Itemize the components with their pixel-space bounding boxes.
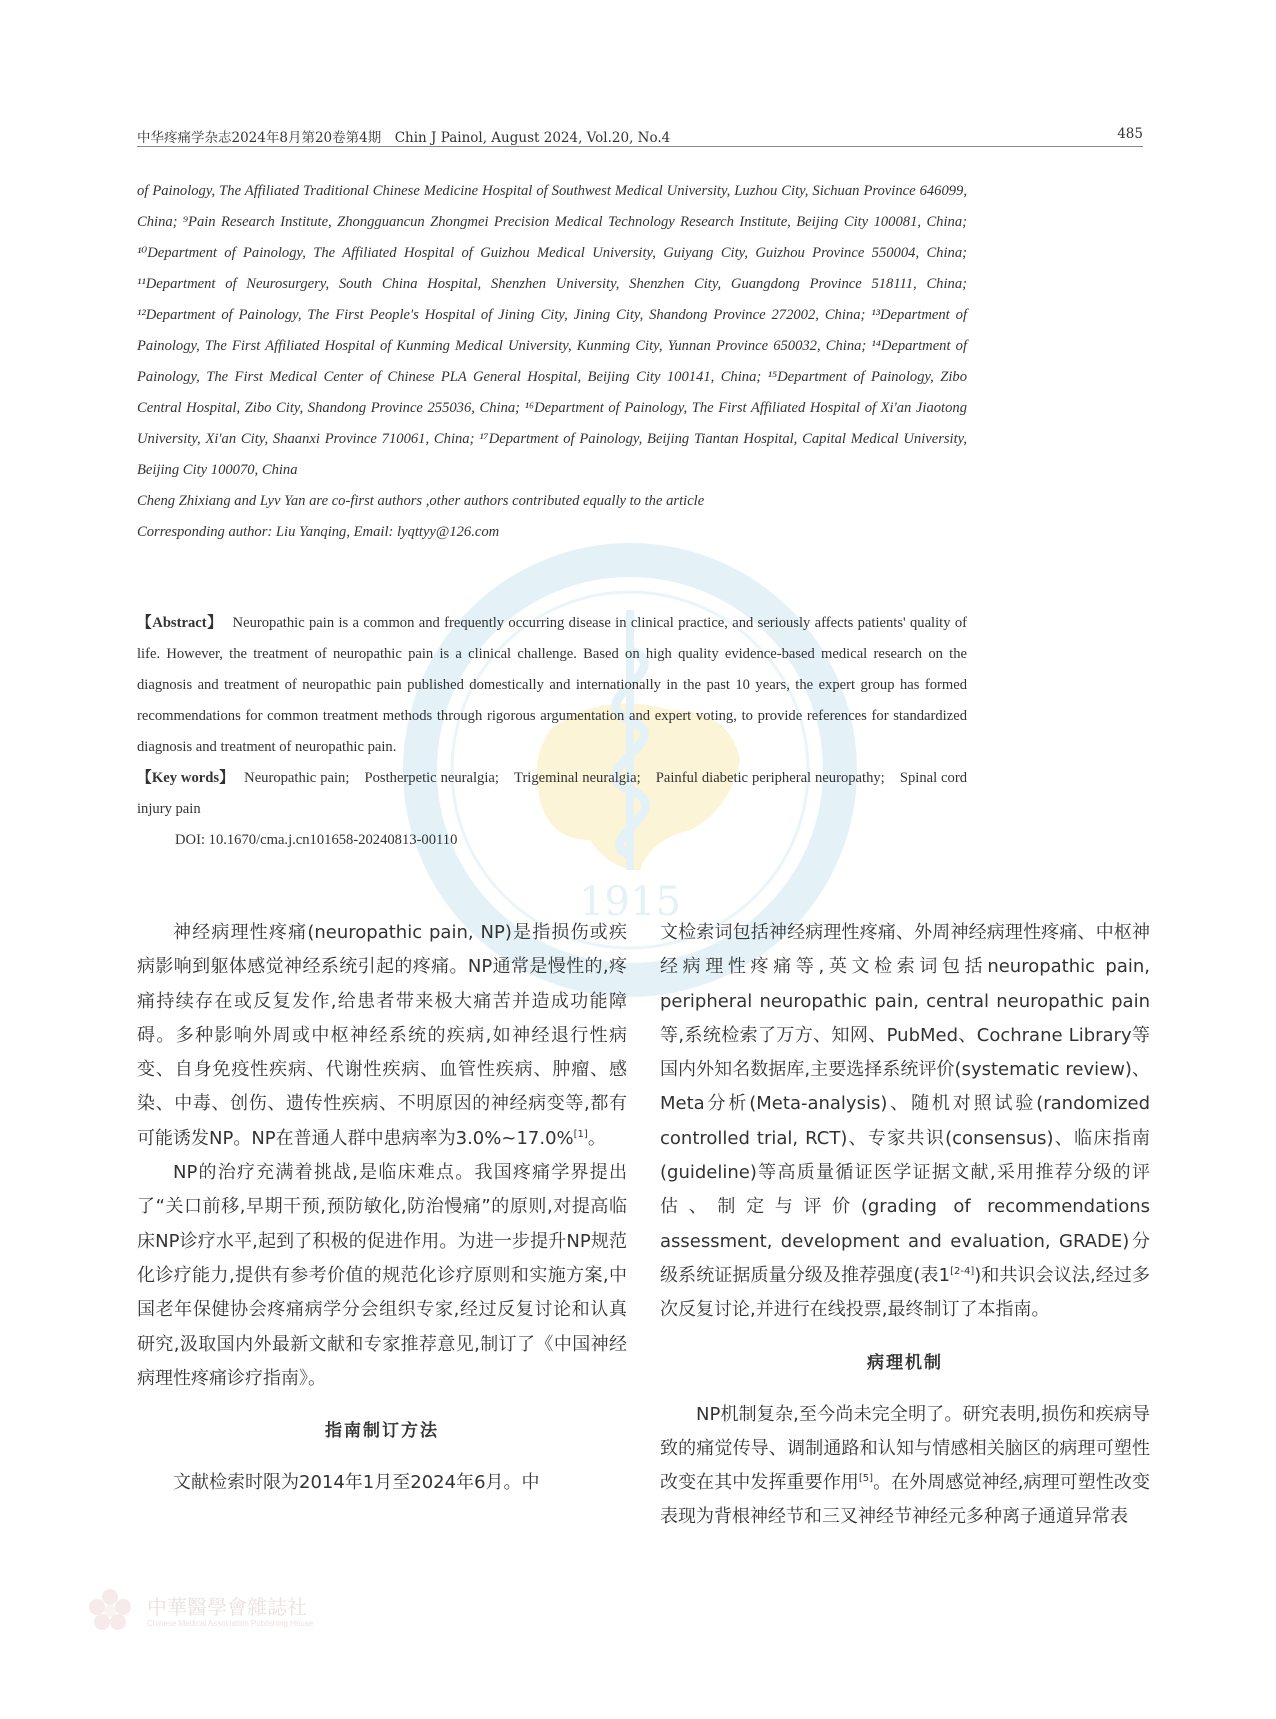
journal-citation: 中华疼痛学杂志2024年8月第20卷第4期 Chin J Painol, August 2024, Vol.20, No.4 [137,130,671,146]
intro-paragraph-2: NP的治疗充满着挑战,是临床难点。我国疼痛学界提出了“关口前移,早期干预,预防敏化,防治慢痛”的原则,对提高临床NP诊疗水平,起到了积极的促进作用。为进一步提升NP规范化诊疗能力,提供有参考价值的规范化诊疗原则和实施方案,中国老年保健协会疼痛病学分会组织专家,经过反复讨论和认真研究,汲取国内外最新文献和专家推荐意见,制订了《中国神经病理性疼痛诊疗指南》。 [137,1162,627,1389]
section-heading-mechanism: 病理机制 [867,1352,943,1373]
mechanism-paragraph: NP机制复杂,至今尚未完全明了。研究表明,损伤和疾病导致的痛觉传导、调制通路和认知与情感相关脑区的病理可塑性改变在其中发挥重要作用[5]。在外周感觉神经,病理可塑性改变表现为背根神经节和三叉神经节神经元多种离子通道异常表 [660,1403,1150,1528]
abstract-paragraph [137,608,967,763]
publisher-name-en: Chinese Medical Association Publishing House [147,1619,314,1628]
methods-paragraph-start: 文献检索时限为2014年1月至2024年6月。中 [173,1472,540,1494]
affiliations: of Painology, The Affiliated Traditional Chinese Medicine Hospital of Southwest Medical University, Luzhou City, Sichuan Province 646099, China; ⁹Pain Research Institute, Zhongguancun Zhongmei Precision Medical Technology Research Institute, Beijing City 100081, China; ¹⁰Department of Painology, The Affiliated Hospital of Guizhou Medical University, Guiyang City, Guizhou Province 550004, China; ¹¹Department of Neurosurgery, South China Hospital, Shenzhen University, Shenzhen City, Guangdong Province 518111, China; ¹²Department of Painology, The First People's Hospital of Jining City, Jining City, Shandong Province 272002, China; ¹³Department of Painology, The First Affiliated Hospital of Kunming Medical University, Kunming City, Yunnan Province 650032, China; ¹⁴Department of Painology, The First Medical Center of Chinese PLA General Hospital, Beijing City 100141, China; ¹⁵Department of Painology, Zibo Central Hospital, Zibo City, Shandong Province 255036, China; ¹⁶Department of Painology, The First Affiliated Hospital of Xi'an Jiaotong University, Xi'an City, Shaanxi Province 710061, China; ¹⁷Department of Painology, Beijing Tiantan Hospital, Capital Medical University, Beijing City 100070, China [137,183,967,478]
front-matter [137,176,967,548]
section-heading-methods: 指南制订方法 [325,1421,439,1442]
methods-paragraph-cont: 文检索词包括神经病理性疼痛、外周神经病理性疼痛、中枢神经病理性疼痛等,英文检索词包括neuropathic pain, peripheral neuropathic pain, central neuropathic pain等,系统检索了万方、知网、PubMed、Cochrane Library等国内外知名数据库,主要选择系统评价(systematic review)、Meta分析(Meta-analysis)、随机对照试验(randomized controlled trial, RCT)、专家共识(consensus)、临床指南(guideline)等高质量循证医学证据文献,采用推荐分级的评估、制定与评价(grading of recommendations assessment, development and evaluation, GRADE)分级系统证据质量分级及推荐强度(表1[2-4])和共识会议法,经过多次反复讨论,并进行在线投票,最终制订了本指南。 [660,922,1150,1321]
publisher-logo [85,1585,585,1635]
publisher-name-cn: 中華醫學會雜誌社 [147,1595,307,1619]
english-abstract [137,608,967,856]
citation-ref: [1] [573,1128,588,1140]
body-column-left [137,916,627,1500]
corresponding-author: Corresponding author: Liu Yanqing, Email: lyqttyy@126.com [137,524,500,540]
header-rule [137,146,1143,147]
doi: DOI: 10.1670/cma.j.cn101658-20240813-00110 [175,832,458,848]
page-number: 485 [1117,126,1143,142]
intro-paragraph-1: 神经病理性疼痛(neuropathic pain, NP)是指损伤或疾病影响到躯体感觉神经系统引起的疼痛。NP通常是慢性的,疼痛持续存在或反复发作,给患者带来极大痛苦并造成功能障碍。多种影响外周或中枢神经系统的疾病,如神经退行性病变、自身免疫性疾病、代谢性疾病、血管性疾病、肿瘤、感染、中毒、创伤、遗传性疾病、不明原因的神经病变等,都有可能诱发NP。NP在普通人群中患病率为3.0%~17.0%[1]。 [137,922,627,1149]
body-column-right [660,916,1150,1535]
abstract-label: 【Abstract】 [137,615,223,631]
citation-ref: [5] [858,1473,874,1485]
keywords-text: Neuropathic pain; Postherpetic neuralgia; Trigeminal neuralgia; Painful diabetic peripheral neuropathy; Spinal cord injury pain [137,770,967,817]
co-first-authors-note: Cheng Zhixiang and Lyv Yan are co-first authors ,other authors contributed equally to the article [137,493,705,509]
citation-ref: [2-4] [950,1265,975,1277]
keywords-paragraph [137,763,967,825]
svg-text:1915: 1915 [579,879,681,925]
abstract-text: Neuropathic pain is a common and frequently occurring disease in clinical practice, and seriously affects patients' quality of life. However, the treatment of neuropathic pain is a clinical challenge. Based on high quality evidence-based medical research on the diagnosis and treatment of neuropathic pain published domestically and internationally in the past 10 years, the expert group has formed recommendations for common treatment methods through rigorous argumentation and expert voting, to provide references for standardized diagnosis and treatment of neuropathic pain. [137,615,967,755]
flower-logo-icon [85,1585,135,1635]
keywords-label: 【Key words】 [137,770,235,786]
